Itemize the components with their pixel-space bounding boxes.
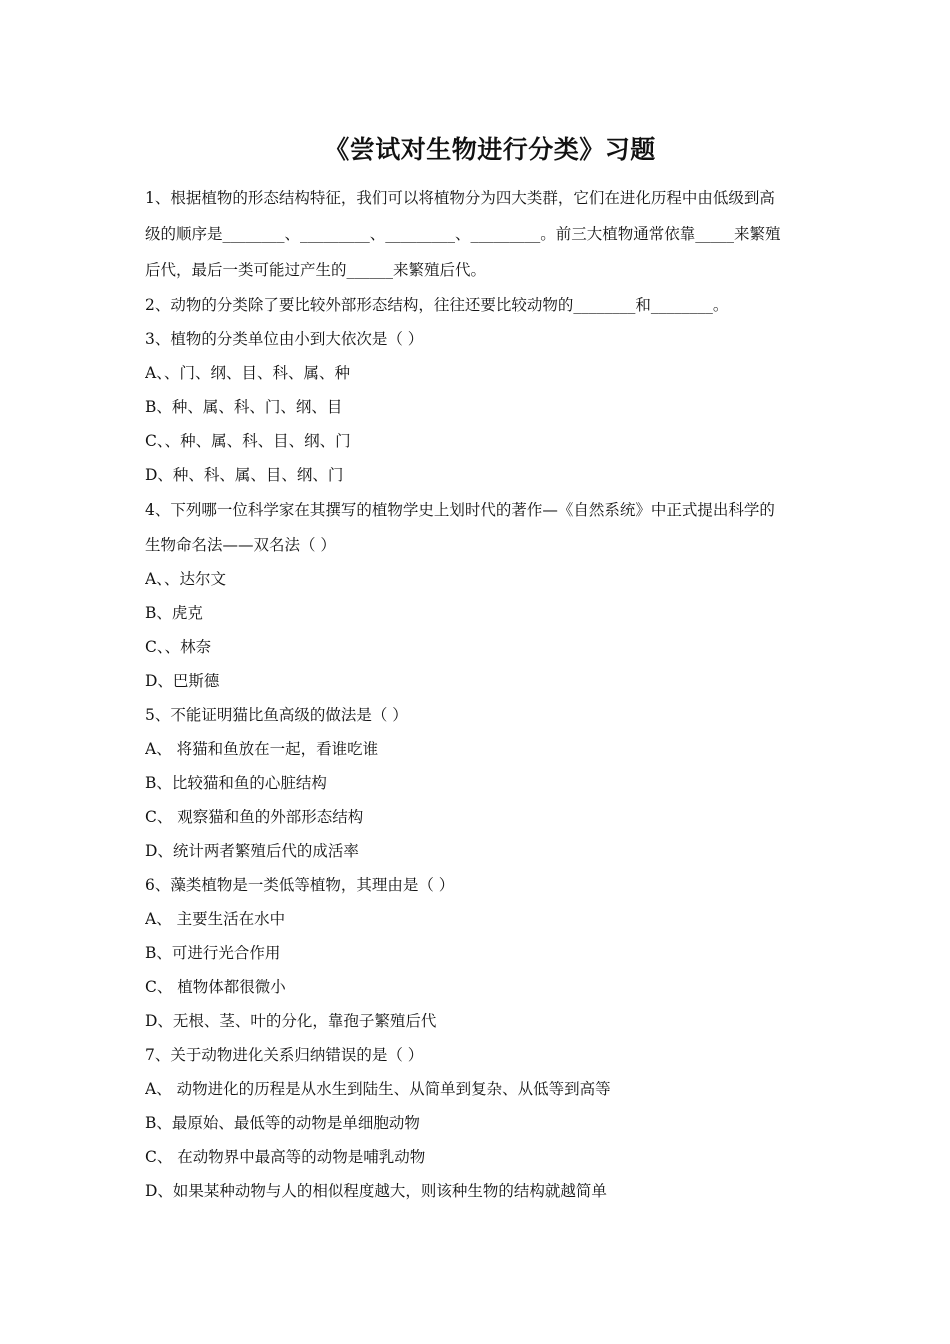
option-line: B、种、属、科、门、纲、目 xyxy=(145,398,343,416)
option-line: C、、林奈 xyxy=(145,638,212,656)
text-line: 1、根据植物的形态结构特征，我们可以将植物分为四大类群，它们在进化历程中由低级到高 xyxy=(145,189,775,207)
option-line: C、 植物体都很微小 xyxy=(145,978,286,996)
text-line: 2、动物的分类除了要比较外部形态结构，往往还要比较动物的________和________。 xyxy=(145,296,729,314)
option-line: D、如果某种动物与人的相似程度越大，则该种生物的结构就越简单 xyxy=(145,1182,607,1200)
text-line: 后代，最后一类可能过产生的______来繁殖后代。 xyxy=(145,261,487,279)
option-line: A、、达尔文 xyxy=(145,570,226,588)
question-line: 7、关于动物进化关系归纳错误的是（ ） xyxy=(145,1046,424,1064)
option-line: D、统计两者繁殖后代的成活率 xyxy=(145,842,359,860)
option-line: C、 观察猫和鱼的外部形态结构 xyxy=(145,808,364,826)
question-line: 生物命名法——双名法（ ） xyxy=(145,536,336,554)
option-line: A、、门、纲、目、科、属、种 xyxy=(145,364,350,382)
option-line: B、可进行光合作用 xyxy=(145,944,281,962)
option-line: A、 动物进化的历程是从水生到陆生、从简单到复杂、从低等到高等 xyxy=(145,1080,611,1098)
option-line: B、虎克 xyxy=(145,604,203,622)
option-line: B、最原始、最低等的动物是单细胞动物 xyxy=(145,1114,420,1132)
option-line: D、巴斯德 xyxy=(145,672,220,690)
option-line: D、无根、茎、叶的分化，靠孢子繁殖后代 xyxy=(145,1012,437,1030)
question-line: 5、不能证明猫比鱼高级的做法是（ ） xyxy=(145,706,408,724)
option-line: C、、种、属、科、目、纲、门 xyxy=(145,432,351,450)
option-line: D、种、科、属、目、纲、门 xyxy=(145,466,344,484)
document-title: 《尝试对生物进行分类》习题 xyxy=(324,135,656,164)
text-line: 级的顺序是________、_________、_________、_________。前三大植物通常依靠_____来繁殖 xyxy=(145,225,781,243)
option-line: B、比较猫和鱼的心脏结构 xyxy=(145,774,327,792)
document-body xyxy=(145,180,810,1208)
question-line: 6、藻类植物是一类低等植物，其理由是（ ） xyxy=(145,876,455,894)
option-line: A、 将猫和鱼放在一起，看谁吃谁 xyxy=(145,740,379,758)
question-line: 3、植物的分类单位由小到大依次是（ ） xyxy=(145,330,424,348)
question-line: 4、下列哪一位科学家在其撰写的植物学史上划时代的著作—《自然系统》中正式提出科学的 xyxy=(145,501,775,519)
option-line: C、 在动物界中最高等的动物是哺乳动物 xyxy=(145,1148,426,1166)
option-line: A、 主要生活在水中 xyxy=(145,910,286,928)
